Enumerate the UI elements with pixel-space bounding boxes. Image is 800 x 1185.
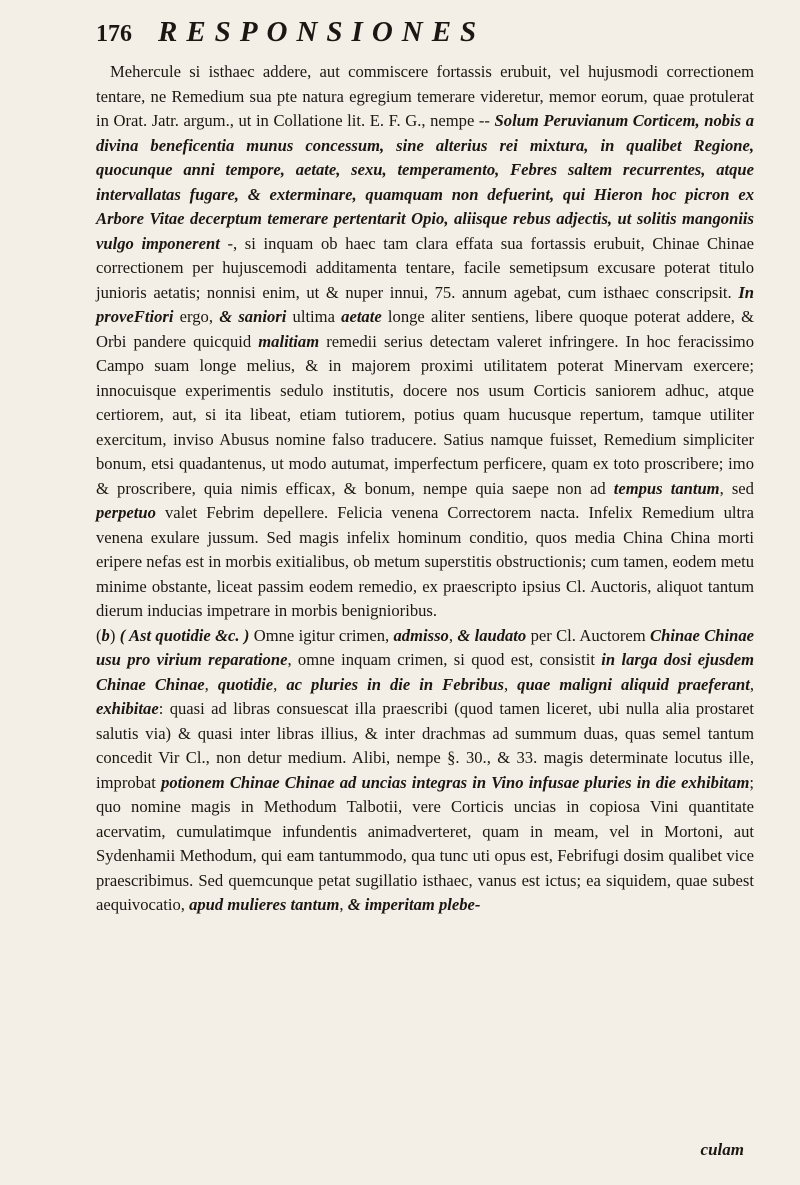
italic-run: apud mulieres tantum	[189, 895, 340, 914]
italic-run: & imperitam plebe-	[347, 895, 481, 914]
text-run: ; quo nomine magis in Methodum Talbotii, vere Corticis uncias in copiosa Vini quantitate acervatim, cumulatimque infundentis animadverteret, quam in meam, vel in Mortoni, aut Sydenhamii Methodum, qui eam tantummodo, qua tunc uti opus est, Febrifugi dosim qualibet vice praescribimus. Sed quemcunque petat sugillatio isthaec, vanus est ictus; ea siquidem, quae subest aequivocatio,	[96, 772, 754, 914]
text-run: ,	[749, 674, 755, 694]
italic-run: ac pluries in die in Febribus	[286, 674, 504, 694]
text-run: ultima	[286, 307, 342, 326]
text-run: Mehercule si isthaec addere, aut commiscere fortassis erubuit, vel hujusmodi correctionem tentare, ne Remedium sua pte natura egregium temerare videretur, memor eorum, quae protulerat in Orat. Jatr. argum., ut in Collatione lit. E. F. G., nempe --	[96, 62, 754, 130]
italic-run: & saniori	[219, 307, 287, 326]
italic-run: perpetuo	[96, 503, 156, 522]
text-run: ,	[503, 674, 518, 694]
text-run: Omne igitur crimen,	[249, 625, 394, 645]
text-run: -, si inquam ob haec tam clara effata sua fortassis erubuit, Chinae Chinae correctionem per hujuscemodi additamenta tentare, facile semetipsum excusare poterat titulo junioris aetatis; nonnisi enim, ut & nuper innui, 75. annum agebat, cum isthaec conscripsit.	[96, 233, 754, 302]
text-run: : quasi ad libras consuescat illa praescribi (quod tamen liceret, ubi nulla alia prostaret salutis via) & quasi inter libras illius, & inter drachmas ad summum duas, quas semel tantum concedit Vir Cl., non detur medium. Alibi, nempe §. 30., & 33. magis determinate locutus ille, improbat	[96, 699, 754, 792]
running-head	[96, 16, 754, 60]
page-number: 176	[96, 21, 132, 47]
italic-run: & laudato	[457, 625, 527, 645]
text-run: remedii serius detectam valeret infringere. In hoc feracissimo Campo suam longe melius, & in majorem proximi utilitatem poterat Minervam exercere; innocuisque experimentis sedulo institutis, docere nos usum Corticis saniorem adhuc, atque certiorem, aut, si ita libeat, etiam tutiorem, potius quam hucusque repertum, tamque utiliter exercitum, inviso Abusus nomine falso traducere. Satius namque fuisset, Remedium simpliciter bonum, etsi quadantenus, ut modo autumat, imperfectum perficere, quam ex toto proscribere; imo & proscribere, quia nimis efficax, & bonum, nempe quia saepe non ad	[96, 331, 754, 498]
italic-run: tempus tantum	[613, 478, 720, 498]
text-run: longe aliter sentiens, libere quoque poterat addere, & Orbi pandere quicquid	[96, 307, 754, 351]
italic-run: quotidie	[217, 674, 274, 694]
catchword: culam	[700, 1140, 744, 1159]
paragraph-1	[96, 60, 754, 624]
running-title: RESPONSIONES	[158, 16, 486, 48]
text-run: ergo,	[173, 307, 220, 326]
italic-run: Chinae Chinae usu pro virium reparatione	[96, 625, 754, 669]
text-run: ,	[204, 674, 218, 694]
italic-run: Solum Peruvianum Corticem, nobis a divina beneficentia munus concessum, sine alterius rei mixtura, in qualibet Regione, quocunque anni tempore, aetate, sexu, temperamento, Febres saltem recurrentes, atque intervallatas fugare, & exterminare, quamquam non defuerint, qui Hieron hoc picron ex Arbore Vitae decerptum temerare pertentarit Opio, aliisque rebus adjectis, ut solitis mangoniis vulgo imponerent	[96, 111, 754, 253]
body-text	[96, 60, 754, 918]
italic-run: potionem Chinae Chinae ad uncias integras in Vino infusae pluries in die exhibitam	[161, 772, 750, 792]
text-run: (	[96, 625, 102, 645]
text-run: ,	[273, 674, 287, 694]
italic-run: exhibitae	[96, 699, 159, 718]
text-run: )	[109, 625, 120, 645]
italic-run: In proveFtiori	[96, 282, 754, 326]
paragraph-2	[96, 624, 754, 918]
italic-run: quae maligni aliquid praeferant	[517, 674, 750, 694]
text-run: , omne inquam crimen, si quod est, consistit	[287, 650, 602, 669]
italic-run: malitiam	[258, 331, 320, 351]
italic-run: aetate	[341, 307, 382, 326]
text-run: ,	[448, 625, 458, 645]
text-run: , sed	[719, 478, 754, 498]
text-run: valet Febrim depellere. Felicia venena Correctorem nacta. Infelix Remedium ultra venena exulare jussum. Sed magis infelix hominum conditio, quos media China China morti eripere nefas est in morbis exitialibus, ob metum superstitis obstructionis; cum tamen, eodem metu minime obstante, liceat passim eodem remedio, ex praescripto ipsius Cl. Auctoris, aliquot tantum dierum inducias impetrare in morbis benignioribus.	[96, 503, 754, 620]
text-run: per Cl. Auctorem	[526, 625, 651, 645]
italic-run: in larga dosi ejusdem Chinae Chinae	[96, 650, 754, 694]
text-run: ,	[339, 895, 348, 914]
italic-run: admisso	[393, 625, 449, 645]
italic-run: b	[101, 625, 110, 645]
italic-run: ( Ast quotidie &c. )	[119, 625, 250, 645]
